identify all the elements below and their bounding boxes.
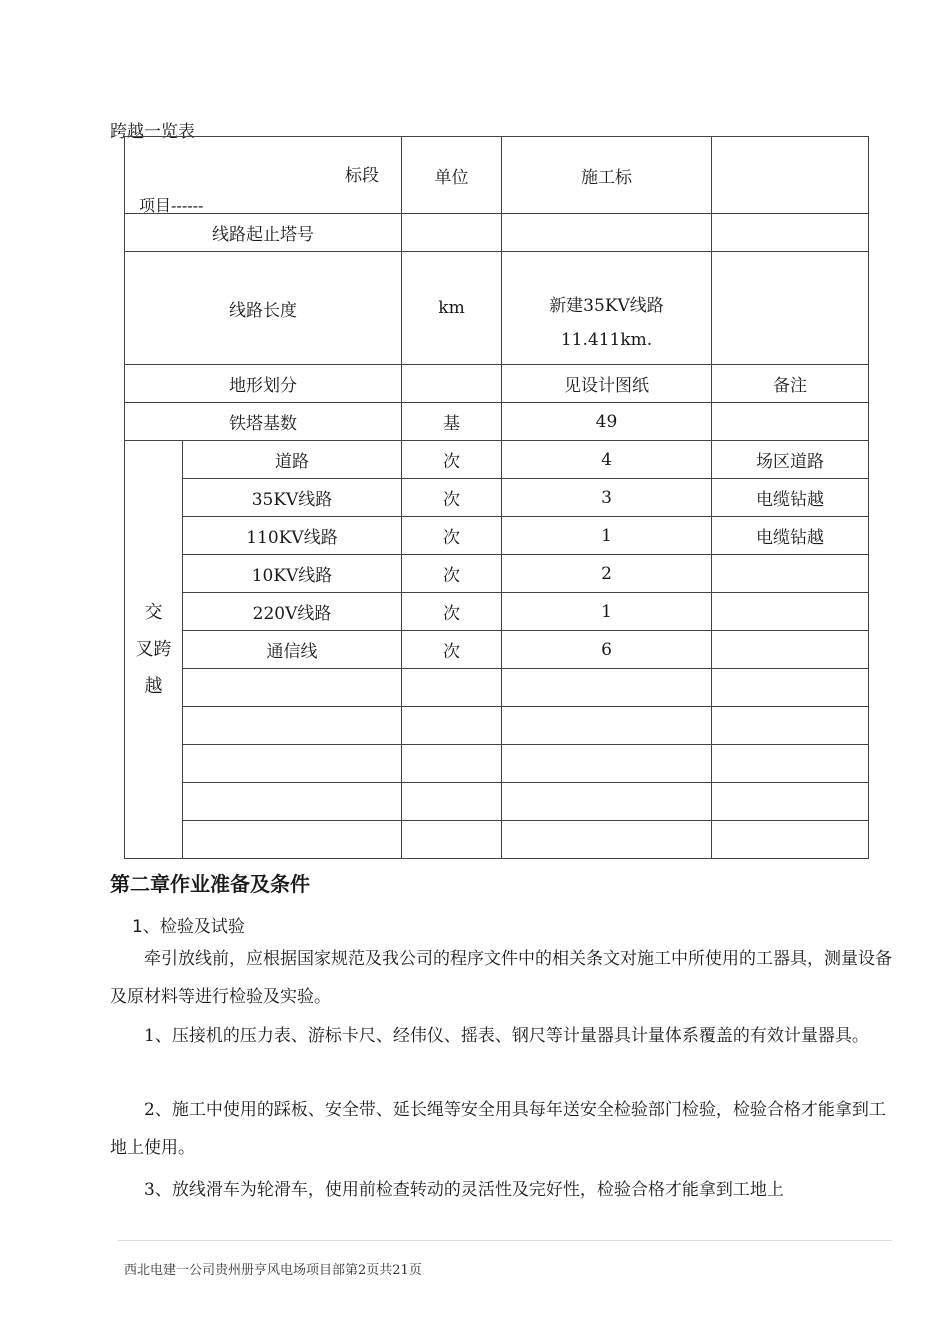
page-footer: 西北电建一公司贵州册亨风电场项目部第2页共21页: [124, 1263, 422, 1278]
row-remark: 备注: [712, 365, 869, 403]
section-title: 1、检验及试验: [132, 917, 245, 937]
crossing-remark: 电缆钻越: [712, 517, 869, 555]
crossing-count: 1: [502, 517, 712, 555]
row-item: 线路长度: [125, 252, 402, 365]
crossing-count: 2: [502, 555, 712, 593]
row-unit: 基: [402, 403, 502, 441]
crossing-unit: 次: [402, 631, 502, 669]
crossing-item: 通信线: [183, 631, 402, 669]
crossing-unit: 次: [402, 517, 502, 555]
crossing-row: [125, 441, 869, 479]
crossing-remark: [712, 631, 869, 669]
paragraph: 1、压接机的压力表、游标卡尺、经伟仪、摇表、钢尺等计量器具计量体系覆盖的有效计量器具。: [110, 1026, 869, 1046]
crossing-item: 110KV线路: [183, 517, 402, 555]
paragraph: 牵引放线前，应根据国家规范及我公司的程序文件中的相关条文对施工中所使用的工器具，测量设备及原材料等进行检验及实验。: [110, 949, 892, 1007]
empty-row: [125, 821, 869, 859]
empty-row: [125, 669, 869, 707]
crossing-count: 4: [502, 441, 712, 479]
row-unit: km: [402, 252, 502, 365]
line-length-value: 11.411km.: [560, 330, 653, 350]
row-remark: [712, 252, 869, 365]
crossing-remark: 场区道路: [712, 441, 869, 479]
row-value: [502, 252, 712, 365]
crossing-unit: 次: [402, 555, 502, 593]
empty-row: [125, 707, 869, 745]
crossing-item: 10KV线路: [183, 555, 402, 593]
row-value: 49: [502, 403, 712, 441]
table-header-row: [125, 137, 869, 214]
row-value: 见设计图纸: [502, 365, 712, 403]
header-remark: [712, 137, 869, 214]
header-item-label: 项目------: [139, 196, 204, 215]
crossing-group-label: 交 叉跨 越: [125, 441, 183, 859]
line-length-desc: 新建35KV线路: [549, 296, 664, 316]
chapter-title: 第二章作业准备及条件: [110, 872, 310, 896]
paragraph: 2、施工中使用的踩板、安全带、延长绳等安全用具每年送安全检验部门检验，检验合格才能拿到工地上使用。: [110, 1100, 886, 1158]
empty-row: [125, 745, 869, 783]
crossing-count: 3: [502, 479, 712, 517]
table-row: [125, 403, 869, 441]
crossing-row: [125, 555, 869, 593]
crossing-row: [125, 593, 869, 631]
row-remark: [712, 403, 869, 441]
table-row: [125, 365, 869, 403]
crossing-row: [125, 479, 869, 517]
crossing-row: [125, 631, 869, 669]
table-row: [125, 252, 869, 365]
crossing-unit: 次: [402, 479, 502, 517]
header-unit: 单位: [402, 137, 502, 214]
table-caption: 跨越一览表: [110, 122, 195, 142]
row-unit: [402, 365, 502, 403]
row-item: 线路起止塔号: [125, 214, 402, 252]
empty-row: [125, 783, 869, 821]
crossing-count: 1: [502, 593, 712, 631]
crossing-item: 35KV线路: [183, 479, 402, 517]
header-corner-cell: [125, 137, 402, 214]
row-value: [502, 214, 712, 252]
crossing-remark: [712, 593, 869, 631]
row-unit: [402, 214, 502, 252]
row-remark: [712, 214, 869, 252]
row-item: 地形划分: [125, 365, 402, 403]
row-item: 铁塔基数: [125, 403, 402, 441]
crossing-remark: [712, 555, 869, 593]
crossing-table: [124, 136, 869, 859]
crossing-count: 6: [502, 631, 712, 669]
footer-divider: [118, 1240, 892, 1241]
paragraph: 3、放线滑车为轮滑车，使用前检查转动的灵活性及完好性，检验合格才能拿到工地上: [110, 1180, 784, 1200]
crossing-item: 220V线路: [183, 593, 402, 631]
crossing-unit: 次: [402, 441, 502, 479]
table-row: [125, 214, 869, 252]
crossing-item: 道路: [183, 441, 402, 479]
header-construction: 施工标: [502, 137, 712, 214]
crossing-remark: 电缆钻越: [712, 479, 869, 517]
crossing-unit: 次: [402, 593, 502, 631]
crossing-row: [125, 517, 869, 555]
header-section-label: 标段: [345, 166, 379, 186]
